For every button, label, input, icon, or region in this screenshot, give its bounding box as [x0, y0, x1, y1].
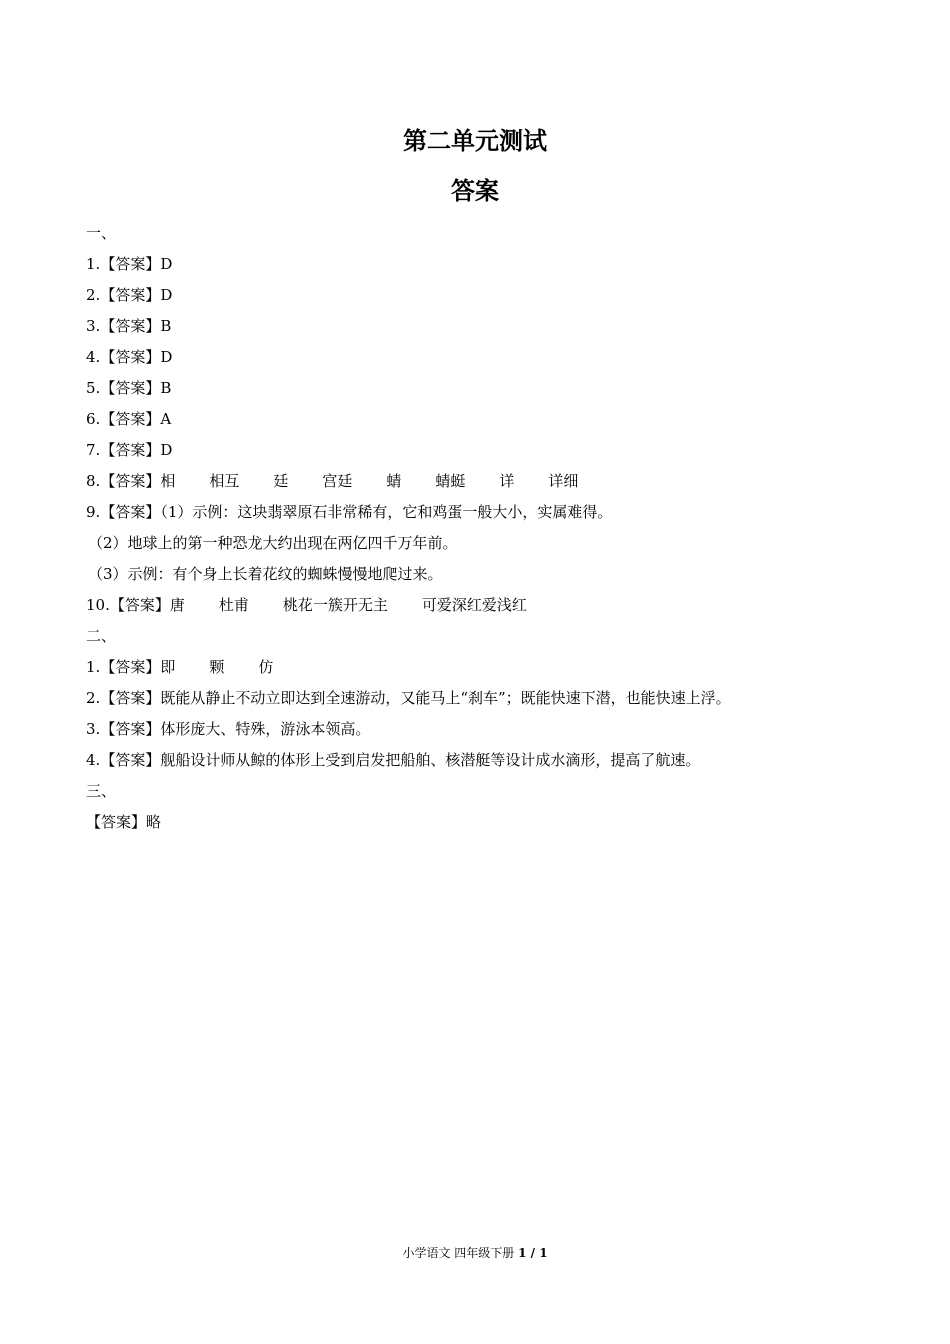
answer-item — [86, 652, 866, 683]
item-number: 2. — [86, 689, 101, 707]
answer-item — [86, 342, 866, 373]
answer-item — [86, 435, 866, 466]
item-part: 廷 — [273, 472, 289, 490]
item-part: 桃花一簇开无主 — [282, 596, 388, 614]
answer-item — [86, 683, 866, 714]
item-number: 8. — [86, 472, 101, 490]
item-number: 1. — [86, 658, 101, 676]
item-text: 【答案】体形庞大、特殊，游泳本领高。 — [100, 720, 371, 738]
answer-item — [86, 280, 866, 311]
answer-item — [86, 249, 866, 280]
answer-item — [86, 404, 866, 435]
item-text: 【答案】既能从静止不动立即达到全速游动，又能马上“刹车”；既能快速下潜，也能快速上浮。 — [100, 689, 731, 707]
item-part: 可爱深红爱浅红 — [421, 596, 527, 614]
answer-subitem — [86, 528, 866, 559]
item-text: 【答案】相 — [100, 472, 176, 490]
item-text: 【答案】（1）示例：这块翡翠原石非常稀有，它和鸡蛋一般大小，实属难得。 — [100, 503, 613, 521]
answer-item — [86, 745, 866, 776]
answer-item — [86, 807, 866, 838]
item-part: 宫廷 — [322, 472, 353, 490]
item-number: 10. — [86, 596, 110, 614]
item-number: 3. — [86, 720, 101, 738]
item-text: 【答案】D — [100, 441, 173, 459]
item-number: 5. — [86, 379, 101, 397]
item-number: 4. — [86, 751, 101, 769]
item-text: 【答案】即 — [100, 658, 176, 676]
item-number: 7. — [86, 441, 101, 459]
answer-subitem — [86, 559, 866, 590]
answer-item — [86, 311, 866, 342]
item-text: 【答案】D — [100, 348, 173, 366]
item-number: 3. — [86, 317, 101, 335]
page-footer — [0, 1245, 950, 1261]
item-text: 【答案】D — [100, 286, 173, 304]
footer-text: 小学语文 四年级下册 — [402, 1246, 515, 1260]
answer-item — [86, 590, 866, 621]
item-text: （3）示例：有个身上长着花纹的蜘蛛慢慢地爬过来。 — [88, 565, 443, 583]
item-part: 详 — [499, 472, 515, 490]
item-text: 【答案】A — [100, 410, 172, 428]
item-text: 【答案】D — [100, 255, 173, 273]
answer-item — [86, 373, 866, 404]
item-part: 仿 — [258, 658, 274, 676]
item-text: 【答案】唐 — [109, 596, 185, 614]
item-part: 详细 — [548, 472, 579, 490]
item-number: 2. — [86, 286, 101, 304]
item-text: 【答案】B — [100, 379, 172, 397]
page-subtitle: 答案 — [451, 177, 499, 205]
item-text: 【答案】略 — [86, 813, 162, 831]
page-number: 1 / 1 — [518, 1246, 548, 1260]
item-number: 6. — [86, 410, 101, 428]
item-part: 相互 — [209, 472, 240, 490]
answer-content — [86, 218, 866, 838]
item-text: 【答案】舰船设计师从鲸的体形上受到启发把船舶、核潜艇等设计成水滴形，提高了航速。 — [100, 751, 701, 769]
item-part: 杜甫 — [218, 596, 249, 614]
item-number: 4. — [86, 348, 101, 366]
item-part: 颗 — [209, 658, 225, 676]
item-text: （2）地球上的第一种恐龙大约出现在两亿四千万年前。 — [88, 534, 458, 552]
item-part: 蜻 — [386, 472, 402, 490]
section-heading: 二、 — [86, 627, 117, 645]
answer-item — [86, 497, 866, 528]
item-part: 蜻蜓 — [435, 472, 466, 490]
item-number: 9. — [86, 503, 101, 521]
item-number: 1. — [86, 255, 101, 273]
page-title: 第二单元测试 — [403, 127, 547, 155]
answer-item — [86, 714, 866, 745]
answer-item — [86, 466, 866, 497]
item-text: 【答案】B — [100, 317, 172, 335]
section-heading: 一、 — [86, 224, 117, 242]
section-heading: 三、 — [86, 782, 117, 800]
